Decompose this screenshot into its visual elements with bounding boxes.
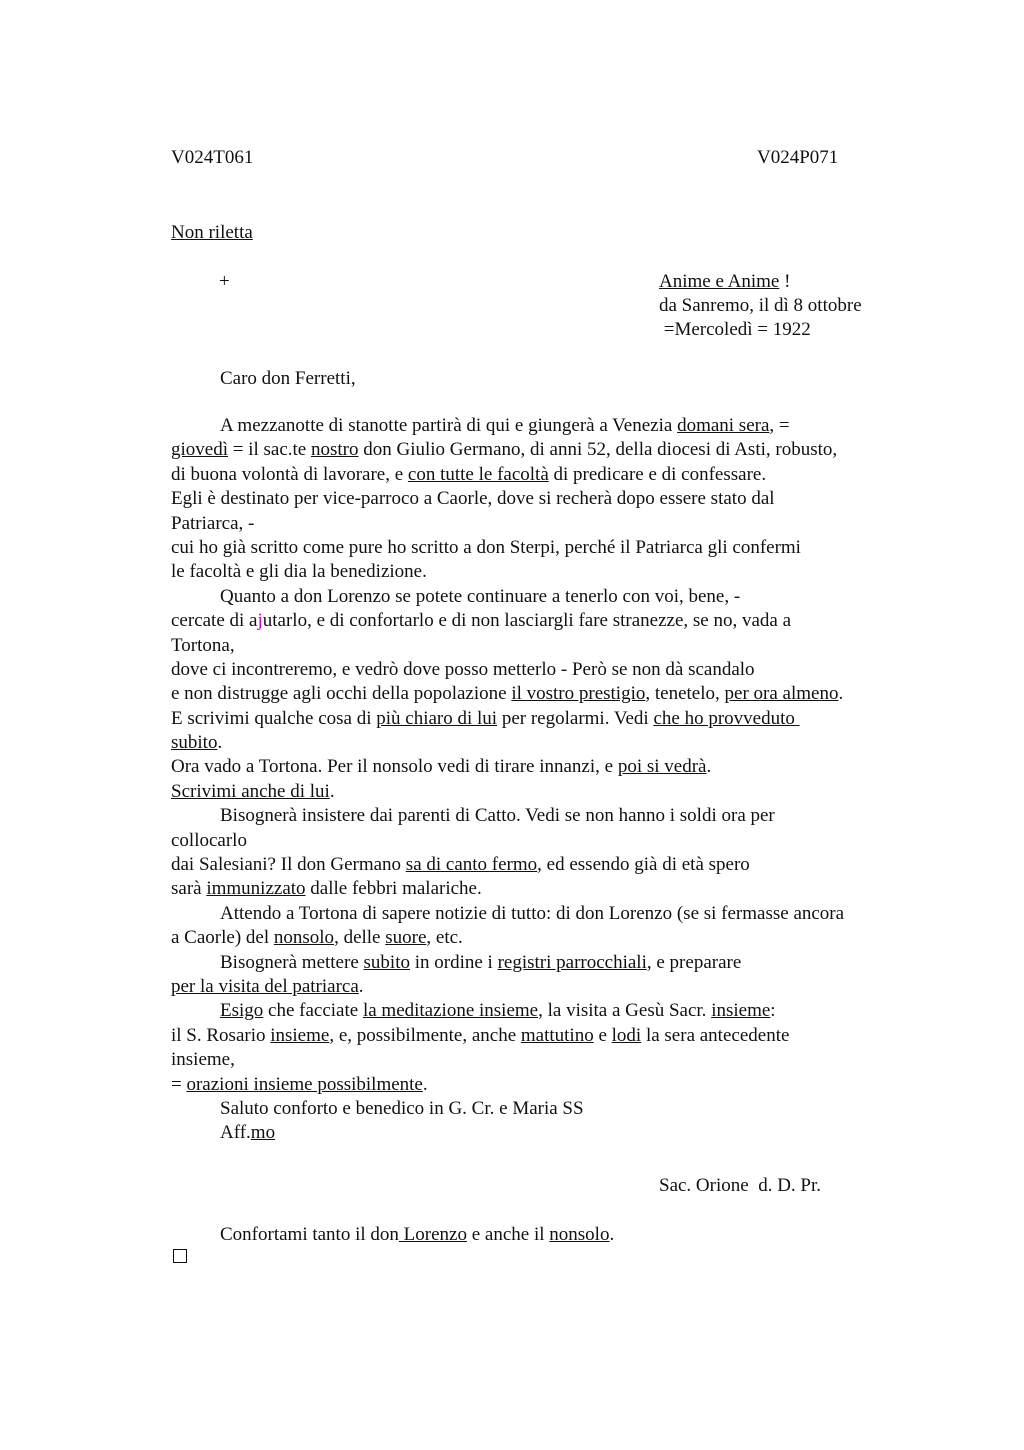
underlined-text: insieme [270, 1024, 330, 1046]
underlined-text: nostro [311, 439, 359, 461]
underlined-text: Lorenzo [398, 1224, 467, 1245]
text-segment: dove ci incontreremo, e vedrò dove posso metterlo - Però se non dà scandalo [171, 658, 755, 680]
text-segment: . [217, 732, 223, 754]
weekday-year: =Mercoledì = 1922 [659, 319, 811, 340]
text-segment: Attendo a Tortona di sapere notizie di tutto: di don Lorenzo (se si fermasse ancora [220, 902, 845, 924]
text-segment: utarlo, e di confortarlo e di non lasciargli fare stranezze, se no, vada a [262, 610, 792, 632]
text-segment: Patriarca, - [171, 512, 255, 534]
underlined-text: lodi [611, 1024, 642, 1046]
text-segment: e [593, 1024, 612, 1046]
text-segment: , = [769, 415, 790, 436]
underlined-text: Esigo [220, 1000, 264, 1022]
text-segment: . [609, 1224, 615, 1245]
text-segment: , e, possibilmente, anche [329, 1024, 521, 1046]
underlined-text: nonsolo [273, 927, 335, 949]
text-segment: , delle [334, 927, 386, 949]
underlined-text: per ora almeno [724, 683, 839, 705]
text-segment: cui ho già scritto come pure ho scritto a don Sterpi, perché il Patriarca gli confermi [171, 536, 801, 558]
text-segment: , ed essendo già di età spero [537, 854, 750, 876]
text-segment: Tortona, [171, 634, 235, 656]
text-segment: Confortami tanto il don [220, 1224, 399, 1245]
body-line [171, 487, 911, 511]
underlined-text: orazioni insieme possibilmente [186, 1073, 423, 1095]
text-segment: Bisognerà mettere [220, 951, 364, 973]
text-segment: che facciate [263, 1000, 363, 1022]
text-segment: . [838, 683, 844, 705]
body-line [171, 755, 911, 779]
underlined-text: immunizzato [206, 878, 306, 900]
body-line [171, 414, 911, 438]
text-segment: E scrivimi qualche cosa di [171, 707, 377, 729]
postscript [220, 1223, 614, 1247]
text-segment: insieme, [171, 1049, 235, 1071]
underlined-text: subito [363, 951, 410, 973]
text-segment: Ora vado a Tortona. Per il nonsolo vedi di tirare innanzi, e [171, 756, 618, 778]
body-line [171, 585, 911, 609]
underlined-text: la meditazione insieme [362, 1000, 539, 1022]
underlined-text: il vostro prestigio [511, 683, 646, 705]
text-segment: . [329, 780, 335, 802]
underlined-text: domani sera [677, 415, 770, 436]
underlined-text: mo [250, 1122, 276, 1144]
body-line [171, 512, 911, 536]
text-segment: sarà [171, 878, 207, 900]
body-line [171, 804, 911, 828]
text-segment: . [706, 756, 712, 778]
underlined-text: per la visita del patriarca [171, 975, 359, 997]
text-segment: in ordine i [409, 951, 498, 973]
document-code-left: V024T061 [171, 147, 254, 168]
body-line [171, 877, 911, 901]
underlined-text: Scrivimi anche di lui [171, 780, 330, 802]
end-square-icon [173, 1249, 187, 1263]
not-reread-note: Non riletta [171, 222, 253, 243]
body-line [171, 1121, 911, 1145]
underlined-text: insieme [711, 1000, 771, 1022]
body-line [171, 707, 911, 731]
body-line [171, 438, 911, 462]
text-segment: = il sac.te [228, 439, 311, 461]
place-date: da Sanremo, il dì 8 ottobre [659, 295, 862, 316]
body-line [171, 1073, 911, 1097]
text-segment: per regolarmi. Vedi [497, 707, 654, 729]
letter-body [171, 414, 911, 1146]
body-line [171, 853, 911, 877]
text-segment: e anche il [466, 1224, 550, 1245]
text-segment: Aff. [220, 1122, 251, 1144]
body-line [171, 902, 911, 926]
body-line [171, 1024, 911, 1048]
body-line [171, 731, 911, 755]
text-segment: . [358, 975, 364, 997]
underlined-text: più chiaro di lui [376, 707, 498, 729]
underlined-text: poi si vedrà [617, 756, 707, 778]
body-line [171, 1097, 911, 1121]
motto-exclamation: ! [779, 271, 791, 292]
motto: Anime e Anime [659, 271, 780, 292]
underlined-text: nonsolo [549, 1224, 610, 1245]
body-line [171, 609, 911, 633]
underlined-text: mattutino [520, 1024, 594, 1046]
salutation: Caro don Ferretti, [220, 368, 356, 389]
text-segment: , e preparare [646, 951, 742, 973]
text-segment: Quanto a don Lorenzo se potete continuare a tenerlo con voi, bene, - [220, 585, 741, 607]
text-segment: collocarlo [171, 829, 247, 851]
underlined-text: subito [171, 732, 218, 754]
text-segment: . [422, 1073, 428, 1095]
text-segment: , tenetelo, [645, 683, 725, 705]
text-segment: di buona volontà di lavorare, e [171, 463, 408, 485]
motto-line [659, 270, 790, 294]
text-segment: dalle febbri malariche. [305, 878, 482, 900]
body-line [171, 658, 911, 682]
cross-symbol: + [219, 271, 230, 292]
body-line [171, 560, 911, 584]
underlined-text: sa di canto fermo [405, 854, 538, 876]
body-line [171, 975, 911, 999]
text-segment: : [770, 1000, 776, 1022]
body-line [171, 780, 911, 804]
body-line [171, 999, 911, 1023]
text-segment: , la visita a Gesù Sacr. [538, 1000, 712, 1022]
text-segment: , etc. [426, 927, 463, 949]
body-line [171, 634, 911, 658]
text-segment: Bisognerà insistere dai parenti di Catto. Vedi se non hanno i soldi ora per [220, 805, 775, 827]
text-segment: Egli è destinato per vice-parroco a Caorle, dove si recherà dopo essere stato dal [171, 488, 775, 510]
body-line [171, 536, 911, 560]
document-code-right: V024P071 [757, 147, 839, 168]
signature: Sac. Orione d. D. Pr. [659, 1175, 822, 1196]
text-segment: e non distrugge agli occhi della popolazione [171, 683, 512, 705]
text-segment: = [171, 1073, 187, 1095]
text-segment: le facoltà e gli dia la benedizione. [171, 561, 427, 583]
highlighted-letter: j [257, 610, 263, 632]
body-line [171, 463, 911, 487]
body-line [171, 926, 911, 950]
text-segment: il S. Rosario [171, 1024, 271, 1046]
text-segment: dai Salesiani? Il don Germano [171, 854, 406, 876]
text-segment: A mezzanotte di stanotte partirà di qui e giungerà a Venezia [220, 415, 678, 436]
body-line [171, 951, 911, 975]
body-line [171, 1048, 911, 1072]
body-line [171, 682, 911, 706]
underlined-text: con tutte le facoltà [407, 463, 549, 485]
body-line [171, 829, 911, 853]
text-segment: a Caorle) del [171, 927, 274, 949]
text-segment: la sera antecedente [641, 1024, 790, 1046]
underlined-text: che ho provveduto [653, 707, 800, 729]
text-segment: don Giulio Germano, di anni 52, della diocesi di Asti, robusto, [358, 439, 838, 461]
underlined-text: suore [385, 927, 427, 949]
text-segment: cercate di a [171, 610, 258, 632]
underlined-text: registri parrocchiali [497, 951, 647, 973]
underlined-text: giovedì [171, 439, 228, 461]
text-segment: di predicare e di confessare. [548, 463, 767, 485]
text-segment: Saluto conforto e benedico in G. Cr. e Maria SS [220, 1097, 584, 1119]
